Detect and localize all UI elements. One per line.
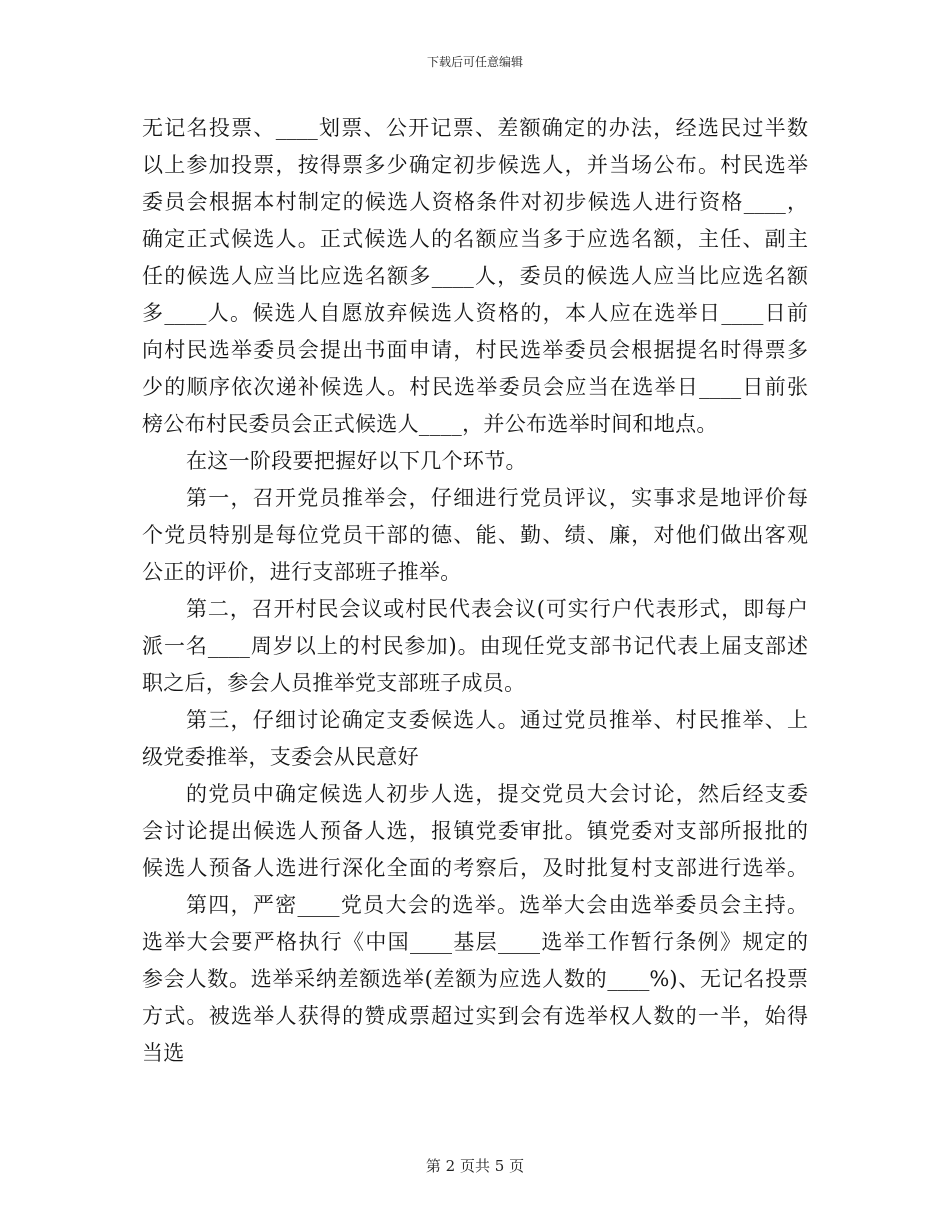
- text-line: 少的顺序依次递补候选人。村民选举委员会应当在选举日____日前张: [142, 375, 808, 399]
- text-line: 第二，召开村民会议或村民代表会议(可实行户代表形式，即每户: [186, 597, 808, 621]
- text-line: 公正的评价，进行支部班子推举。: [142, 560, 462, 584]
- text-line: 第一，召开党员推举会，仔细进行党员评议，实事求是地评价每: [186, 486, 808, 510]
- text-line: 级党委推举，支委会从民意好: [142, 745, 419, 769]
- page-number: 第 2 页共 5 页: [425, 1157, 525, 1175]
- text-line: 会讨论提出候选人预备人选，报镇党委审批。镇党委对支部所报批的: [142, 819, 808, 843]
- text-line: 多____人。候选人自愿放弃候选人资格的，本人应在选举日____日前: [142, 301, 808, 325]
- paragraph: [142, 480, 808, 591]
- text-line: 派一名____周岁以上的村民参加)。由现任党支部书记代表上届支部述: [142, 634, 808, 658]
- paragraph: [142, 887, 808, 1072]
- text-line: 职之后，参会人员推举党支部班子成员。: [142, 671, 526, 695]
- text-line: 个党员特别是每位党员干部的德、能、勤、绩、廉，对他们做出客观: [142, 523, 808, 547]
- text-line: 的党员中确定候选人初步人选，提交党员大会讨论，然后经支委: [186, 782, 808, 806]
- text-line: 在这一阶段要把握好以下几个环节。: [186, 449, 527, 473]
- text-line: 参会人数。选举采纳差额选举(差额为应选人数的____%)、无记名投票: [142, 967, 808, 991]
- text-line: 选举大会要严格执行《中国____基层____选举工作暂行条例》规定的: [142, 930, 808, 954]
- text-line: 委员会根据本村制定的候选人资格条件对初步候选人进行资格____，: [142, 190, 808, 214]
- paragraph: [142, 776, 808, 887]
- paragraph: [142, 702, 808, 776]
- text-line: 向村民选举委员会提出书面申请，村民选举委员会根据提名时得票多: [142, 338, 808, 362]
- text-line: 无记名投票、____划票、公开记票、差额确定的办法，经选民过半数: [142, 116, 808, 140]
- text-line: 候选人预备人选进行深化全面的考察后，及时批复村支部进行选举。: [142, 856, 808, 880]
- paragraph: [142, 591, 808, 702]
- text-line: 以上参加投票，按得票多少确定初步候选人，并当场公布。村民选举: [142, 153, 808, 177]
- page-header-note: 下载后可任意编辑: [426, 55, 523, 69]
- paragraph: [142, 443, 808, 480]
- text-line: 榜公布村民委员会正式候选人____，并公布选举时间和地点。: [142, 412, 718, 436]
- text-line: 任的候选人应当比应选名额多____人，委员的候选人应当比应选名额: [142, 264, 808, 288]
- paragraph: [142, 110, 808, 443]
- text-line: 方式。被选举人获得的赞成票超过实到会有选举权人数的一半，始得: [142, 1004, 808, 1028]
- text-line: 当选: [142, 1041, 185, 1065]
- text-line: 确定正式候选人。正式候选人的名额应当多于应选名额，主任、副主: [142, 227, 808, 251]
- text-line: 第四，严密____党员大会的选举。选举大会由选举委员会主持。: [186, 893, 808, 917]
- document-body: [142, 110, 808, 1072]
- text-line: 第三，仔细讨论确定支委候选人。通过党员推举、村民推举、上: [186, 708, 808, 732]
